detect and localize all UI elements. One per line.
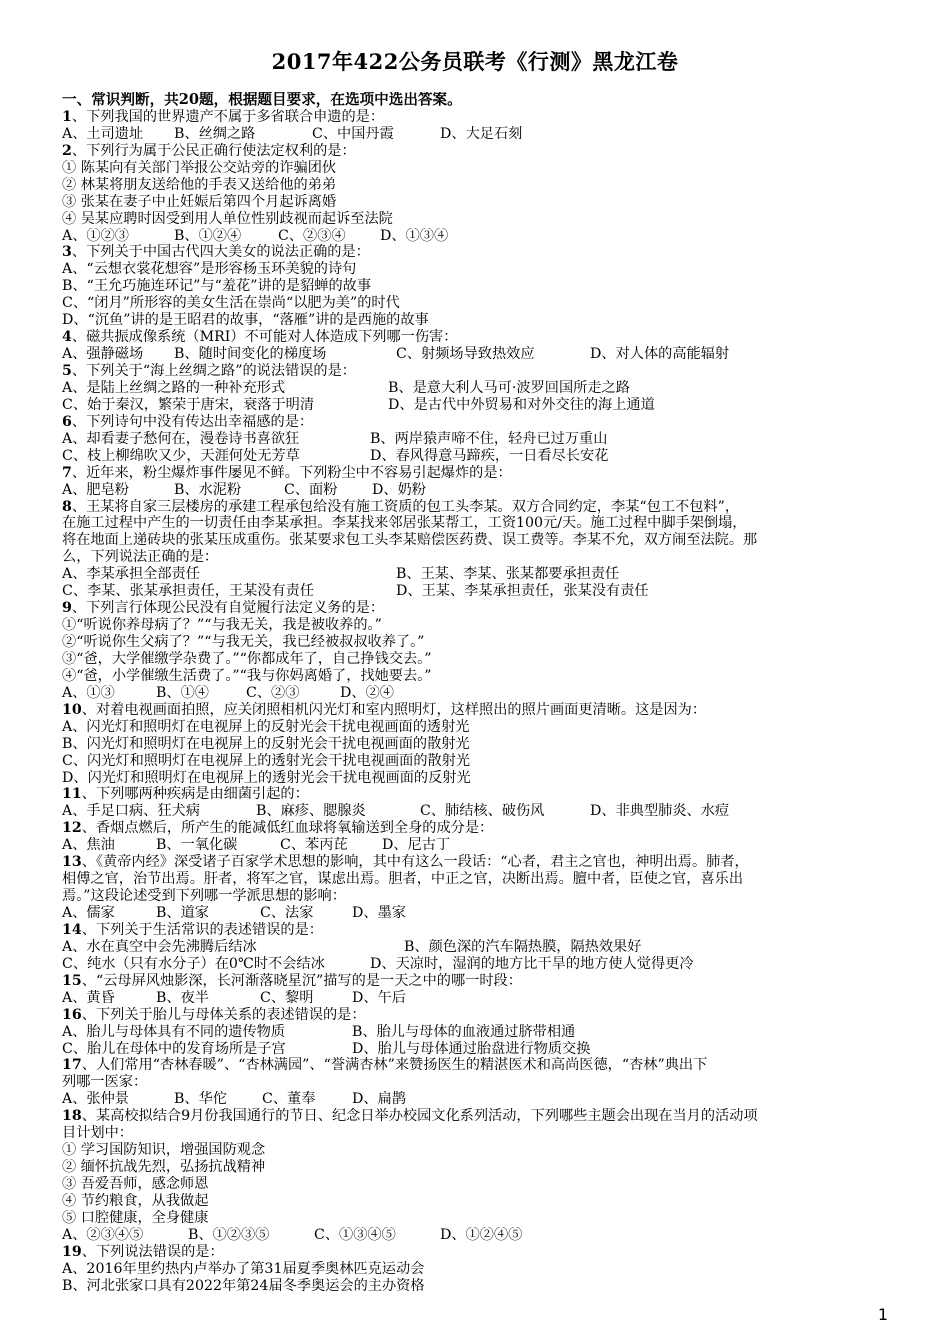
options-row xyxy=(62,956,900,973)
question-stem xyxy=(62,854,900,871)
text-line: B、闪光灯和照明灯在电视屏上的反射光会干扰电视画面的散射光 xyxy=(62,735,470,752)
question-number: 5 xyxy=(62,363,72,379)
question-stem xyxy=(62,329,900,346)
answer-option: A、张仲景 xyxy=(62,1091,129,1108)
text-line: 列哪一医家： xyxy=(62,1074,148,1091)
text-line: ③ 张某在妻子中止妊娠后第四个月起诉离婚 xyxy=(62,193,337,210)
question-number: 13 xyxy=(62,854,82,871)
options-row xyxy=(62,583,900,600)
options-row xyxy=(62,431,900,448)
answer-option: A、焦油 xyxy=(62,837,115,854)
question-stem xyxy=(62,499,900,516)
answer-option: A、手足口病、狂犬病 xyxy=(62,803,200,820)
question-stem xyxy=(62,244,900,261)
question-stem xyxy=(62,363,900,380)
answer-option: D、墨家 xyxy=(352,905,406,921)
answer-option: B、夜半 xyxy=(156,989,209,1006)
question-stem xyxy=(62,1244,900,1261)
question-number: 18 xyxy=(62,1108,82,1125)
question-stem xyxy=(62,143,900,160)
answer-option: B、一氧化碳 xyxy=(156,837,238,854)
options-row xyxy=(62,685,900,702)
answer-option: D、胎儿与母体通过胎盘进行物质交换 xyxy=(352,1040,591,1057)
answer-option: B、颜色深的汽车隔热膜，隔热效果好 xyxy=(404,938,642,955)
question-stem xyxy=(62,702,900,719)
answer-option: B、①②④ xyxy=(174,227,242,244)
answer-option: A、强静磁场 xyxy=(62,346,144,363)
answer-option: A、胎儿与母体具有不同的遗传物质 xyxy=(62,1023,286,1040)
options-row xyxy=(62,939,900,956)
question-stem xyxy=(62,600,900,617)
question-number: 10 xyxy=(62,701,82,718)
answer-option: C、射频场导致热效应 xyxy=(396,346,535,363)
answer-option: C、面粉 xyxy=(284,481,338,498)
text-line: 目计划中： xyxy=(62,1125,133,1142)
answer-option: C、董奉 xyxy=(262,1091,316,1108)
question-stem xyxy=(62,465,900,482)
text-line: ③“爸，大学催缴学杂费了。”“你都成年了，自己挣钱交去。” xyxy=(62,650,432,667)
text-line: B、河北张家口具有2022年第24届冬季奥运会的主办资格 xyxy=(62,1277,425,1294)
answer-option: B、胎儿与母体的血液通过脐带相通 xyxy=(352,1023,576,1040)
question-text: 、下列行为属于公民正确行使法定权利的是： xyxy=(71,142,356,159)
answer-option: D、①③④ xyxy=(380,227,449,244)
answer-option: B、两岸猿声啼不住，轻舟已过万重山 xyxy=(370,430,608,447)
answer-option: D、春风得意马蹄疾，一日看尽长安花 xyxy=(370,447,609,464)
options-row xyxy=(62,1041,900,1058)
question-text: 、下列言行体现公民没有自觉履行法定义务的是： xyxy=(71,600,385,617)
text-line: ① 学习国防知识，增强国防观念 xyxy=(62,1142,266,1159)
options-row xyxy=(62,1227,900,1244)
answer-option: A、水在真空中会先沸腾后结冰 xyxy=(62,938,257,955)
text-line: 么，下列说法正确的是： xyxy=(62,549,219,566)
answer-option: A、李某承担全部责任 xyxy=(62,566,200,583)
question-number: 4 xyxy=(62,329,72,346)
answer-option: B、①④ xyxy=(156,684,209,701)
answer-option: D、尼古丁 xyxy=(382,837,451,854)
text-line: ② 缅怀抗战先烈，弘扬抗战精神 xyxy=(62,1159,266,1176)
answer-option: D、是古代中外贸易和对外交往的海上通道 xyxy=(388,396,655,413)
question-number: 3 xyxy=(62,244,72,261)
question-number: 7 xyxy=(62,464,72,481)
options-row xyxy=(62,397,900,414)
options-row xyxy=(62,905,900,922)
question-stem xyxy=(62,109,900,126)
options-row xyxy=(62,126,900,143)
question-text: 、某高校拟结合9月份我国通行的节日、纪念日举办校园文化系列活动，下列哪些主题会出现在当月的活动项 xyxy=(81,1108,758,1125)
answer-option: D、非典型肺炎、水痘 xyxy=(590,803,730,820)
text-line: ②“听说你生父病了？”“与我无关，我已经被叔叔收养了。” xyxy=(62,634,425,650)
text-line: B、“王允巧施连环记”与“羞花”讲的是貂蝉的故事 xyxy=(62,278,372,295)
text-line: 在施工过程中产生的一切责任由李某承担。李某找来邻居张某帮工，工资100元/天。施工过程中脚手架倒塌， xyxy=(62,515,747,532)
answer-option: B、丝绸之路 xyxy=(174,125,256,142)
answer-option: C、纯水（只有水分子）在0℃时不会结冰 xyxy=(62,955,325,972)
answer-option: C、②③④ xyxy=(278,227,346,244)
answer-option: A、儒家 xyxy=(62,905,115,921)
text-line: C、闪光灯和照明灯在电视屏上的透射光会干扰电视画面的散射光 xyxy=(62,752,471,769)
question-text: 、下列说法错误的是： xyxy=(81,1243,224,1260)
options-row xyxy=(62,1091,900,1108)
page-number: 1 xyxy=(877,1305,888,1324)
answer-option: B、随时间变化的梯度场 xyxy=(174,346,327,363)
answer-option: D、②④ xyxy=(340,684,394,701)
question-stem xyxy=(62,414,900,431)
question-text: 、磁共振成像系统（MRI）不可能对人体造成下列哪一伤害： xyxy=(71,329,458,346)
text-line: ③ 吾爱吾师，感念师恩 xyxy=(62,1176,209,1192)
answer-option: C、法家 xyxy=(260,905,314,921)
question-stem xyxy=(62,820,900,837)
answer-option: A、却看妻子愁何在，漫卷诗书喜欲狂 xyxy=(62,430,300,447)
answer-option: B、水泥粉 xyxy=(174,481,242,498)
answer-option: B、是意大利人马可·波罗回国所走之路 xyxy=(388,379,630,396)
answer-option: D、①②④⑤ xyxy=(440,1226,523,1243)
answer-option: C、②③ xyxy=(246,684,300,701)
answer-option: B、麻疹、腮腺炎 xyxy=(256,803,366,820)
text-line: ② 林某将朋友送给他的手表又送给他的弟弟 xyxy=(62,176,337,193)
question-text: 、下列关于中国古代四大美女的说法正确的是： xyxy=(71,244,370,261)
text-line: 相傅之官，治节出焉。肝者，将军之官，谋虑出焉。胆者，中正之官，决断出焉。膻中者，臣使之官，喜乐出 xyxy=(62,871,744,888)
answer-option: D、大足石刻 xyxy=(440,125,523,142)
answer-option: A、①②③ xyxy=(62,227,129,244)
options-row xyxy=(62,346,900,363)
options-row xyxy=(62,1024,900,1041)
answer-option: C、始于秦汉，繁荣于唐宋，衰落于明清 xyxy=(62,396,315,413)
answer-option: C、黎明 xyxy=(260,989,314,1006)
answer-option: B、道家 xyxy=(156,905,209,921)
question-number: 12 xyxy=(62,820,82,837)
answer-option: A、土司遗址 xyxy=(62,125,144,142)
answer-option: A、黄昏 xyxy=(62,989,115,1006)
text-line: ① 陈某向有关部门举报公交站旁的诈骗团伙 xyxy=(62,159,337,176)
options-row xyxy=(62,228,900,245)
question-text: 、“云母屏风烛影深，长河渐落晓星沉”描写的是一天之中的哪一时段： xyxy=(81,972,522,989)
question-text: 、《黄帝内经》深受诸子百家学术思想的影响，其中有这么一段话：“心者，君主之官也，神明出焉。肺者， xyxy=(81,854,749,871)
question-number: 9 xyxy=(62,600,72,617)
options-row xyxy=(62,482,900,499)
answer-option: D、对人体的高能辐射 xyxy=(590,346,730,363)
answer-option: C、肺结核、破伤风 xyxy=(420,803,545,820)
answer-option: C、李某、张某承担责任，王某没有责任 xyxy=(62,583,315,600)
question-stem xyxy=(62,786,900,803)
answer-option: A、①③ xyxy=(62,684,115,701)
answer-option: D、扁鹊 xyxy=(352,1091,406,1108)
answer-option: C、①③④⑤ xyxy=(314,1226,396,1243)
answer-option: B、华佗 xyxy=(174,1091,227,1108)
question-text: 、王某将自家三层楼房的承建工程承包给没有施工资质的包工头李某。双方合同约定，李某“包工不包料”， xyxy=(71,498,740,515)
text-line: D、闪光灯和照明灯在电视屏上的透射光会干扰电视画面的反射光 xyxy=(62,769,471,786)
answer-option: A、是陆上丝绸之路的一种补充形式 xyxy=(62,379,286,396)
question-number: 19 xyxy=(62,1243,82,1260)
question-number: 17 xyxy=(62,1057,82,1074)
question-text: 、下列关于“海上丝绸之路”的说法错误的是： xyxy=(71,363,356,379)
question-stem xyxy=(62,1057,900,1074)
question-text: 、下列关于生活常识的表述错误的是： xyxy=(81,921,323,938)
text-line: ④“爸，小学催缴生活费了。”“我与你妈离婚了，找她要去。” xyxy=(62,667,432,684)
text-line: 将在地面上递砖块的张某压成重伤。张某要求包工头李某赔偿医药费、误工费等。李某不允，双方闹至法院。那 xyxy=(62,532,758,549)
answer-option: B、王某、李某、张某都要承担责任 xyxy=(396,566,620,583)
text-line: A、2016年里约热内卢举办了第31届夏季奥林匹克运动会 xyxy=(62,1260,425,1277)
text-line: ①“听说你养母病了？”“与我无关，我是被收养的。” xyxy=(62,617,382,634)
text-line: ④ 节约粮食，从我做起 xyxy=(62,1192,209,1209)
answer-option: C、苯丙芘 xyxy=(280,837,348,854)
question-text: 、人们常用“杏林春暖”、“杏林满园”、“誉满杏林”来赞扬医生的精湛医术和高尚医德，“杏林”典出下 xyxy=(81,1057,708,1074)
answer-option: C、枝上柳绵吹又少，天涯何处无芳草 xyxy=(62,447,300,464)
answer-option: D、天凉时，湿润的地方比干旱的地方使人觉得更冷 xyxy=(370,955,694,972)
question-number: 11 xyxy=(62,786,82,803)
text-line: C、“闭月”所形容的美女生活在崇尚“以肥为美”的时代 xyxy=(62,295,400,312)
question-number: 14 xyxy=(62,921,82,938)
options-row xyxy=(62,803,900,820)
options-row xyxy=(62,566,900,583)
answer-option: A、②③④⑤ xyxy=(62,1226,144,1243)
question-number: 15 xyxy=(62,972,82,989)
question-text: 、下列哪两种疾病是由细菌引起的： xyxy=(81,786,309,803)
question-stem xyxy=(62,1007,900,1024)
question-list xyxy=(62,109,900,1295)
answer-option: C、中国丹霞 xyxy=(312,125,394,142)
question-text: 、下列我国的世界遗产不属于多省联合申遗的是： xyxy=(71,108,385,125)
answer-option: D、奶粉 xyxy=(372,481,426,498)
text-line: D、“沉鱼”讲的是王昭君的故事，“落雁”讲的是西施的故事 xyxy=(62,312,429,329)
text-line: 焉。”这段论述受到下列哪一学派思想的影响： xyxy=(62,888,346,905)
question-text: 、下列诗句中没有传达出幸福感的是： xyxy=(71,413,314,430)
question-stem xyxy=(62,1108,900,1125)
question-number: 2 xyxy=(62,142,72,159)
question-number: 16 xyxy=(62,1006,82,1023)
options-row xyxy=(62,990,900,1007)
question-text: 、下列关于胎儿与母体关系的表述错误的是： xyxy=(81,1006,366,1023)
question-number: 6 xyxy=(62,413,72,430)
question-text: 、香烟点燃后，所产生的能减低红血球将氧输送到全身的成分是： xyxy=(81,820,494,837)
options-row xyxy=(62,837,900,854)
document-body xyxy=(62,92,900,1295)
answer-option: B、①②③⑤ xyxy=(188,1226,270,1243)
answer-option: D、王某、李某承担责任，张某没有责任 xyxy=(396,583,649,600)
document-title: 2017年422公务员联考《行测》黑龙江卷 xyxy=(271,49,679,74)
options-row xyxy=(62,380,900,397)
question-text: 、近年来，粉尘爆炸事件屡见不鲜。下列粉尘中不容易引起爆炸的是： xyxy=(71,464,512,481)
text-line: ④ 吴某应聘时因受到用人单位性别歧视而起诉至法院 xyxy=(62,210,393,227)
text-line: A、“云想衣裳花想容”是形容杨玉环美貌的诗句 xyxy=(62,261,357,278)
text-line: A、闪光灯和照明灯在电视屏上的反射光会干扰电视画面的透射光 xyxy=(62,718,470,735)
section-heading: 一、常识判断，共20题，根据题目要求，在选项中选出答案。 xyxy=(62,92,462,108)
text-line: ⑤ 口腔健康，全身健康 xyxy=(62,1209,209,1226)
answer-option: A、肥皂粉 xyxy=(62,481,129,498)
answer-option: D、午后 xyxy=(352,989,406,1006)
question-stem xyxy=(62,922,900,939)
answer-option: C、胎儿在母体中的发育场所是子宫 xyxy=(62,1040,286,1057)
question-text: 、对着电视画面拍照，应关闭照相机闪光灯和室内照明灯，这样照出的照片画面更清晰。这是因为： xyxy=(81,701,707,718)
question-number: 8 xyxy=(62,498,72,515)
question-number: 1 xyxy=(62,108,72,125)
question-stem xyxy=(62,973,900,990)
options-row xyxy=(62,448,900,465)
